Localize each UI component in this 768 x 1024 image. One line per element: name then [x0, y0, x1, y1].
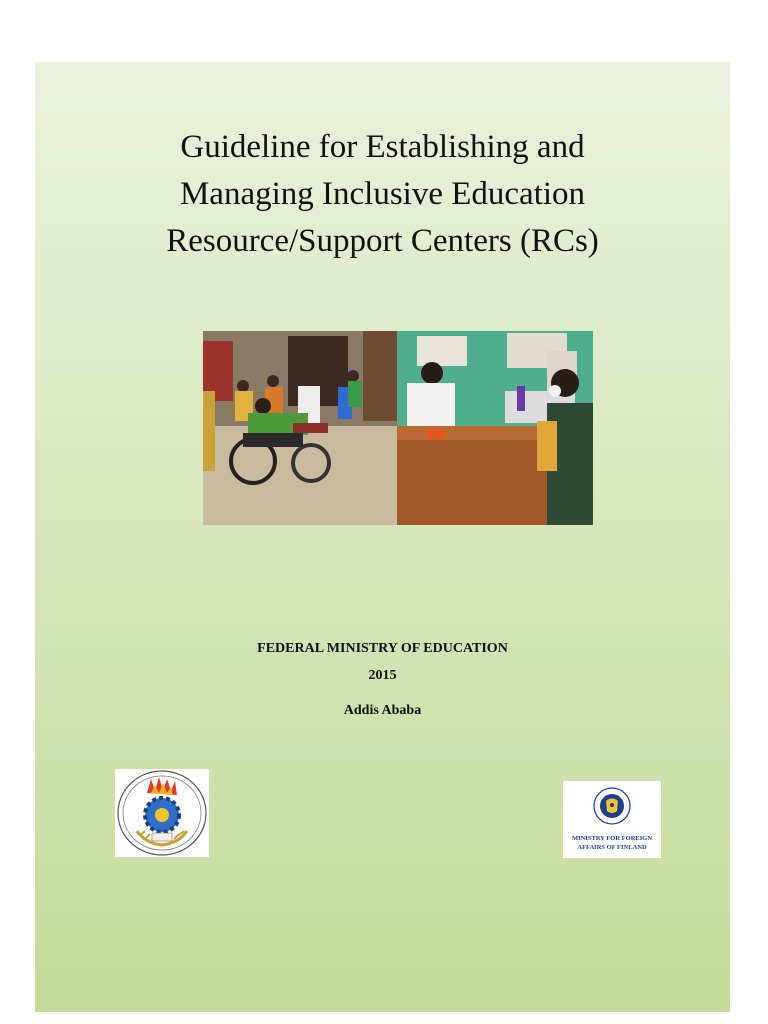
ministry-foreign-affairs-finland-logo	[563, 781, 661, 858]
ministry-of-education-seal	[115, 769, 209, 857]
finland-seal-icon	[563, 781, 661, 829]
publication-year: 2015	[368, 668, 397, 683]
title-line-1: Guideline for Establishing and	[180, 129, 585, 165]
title-line-2: Managing Inclusive Education	[179, 176, 586, 212]
hearing-test-photo	[397, 331, 593, 525]
publication-place: Addis Ababa	[343, 703, 422, 718]
finland-label-line-1: MINISTRY FOR FOREIGN	[571, 835, 653, 842]
title-line-3: Resource/Support Centers (RCs)	[166, 223, 599, 259]
cover-photos	[203, 331, 593, 525]
finland-label-line-2: AFFAIRS OF FINLAND	[577, 844, 647, 851]
document-cover	[35, 62, 730, 1012]
publisher: FEDERAL MINISTRY OF EDUCATION	[257, 641, 508, 656]
document-title	[35, 124, 730, 265]
wheelchair-photo	[203, 331, 397, 525]
